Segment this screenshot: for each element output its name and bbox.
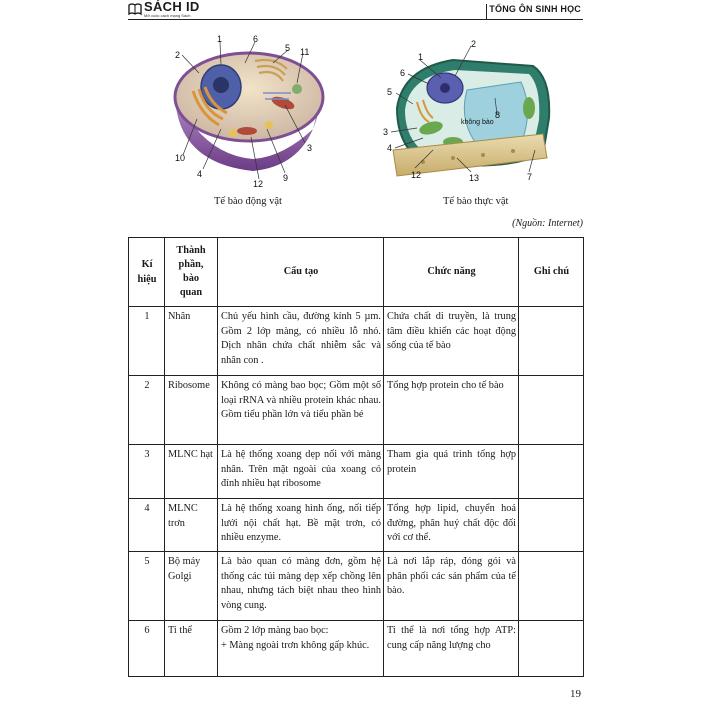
cell-structure: Chủ yếu hình cầu, đường kính 5 µm. Gồm 2 lớp màng, có nhiều lỗ nhỏ. Dịch nhân chứa chất nhiễm sắc và nhân con .: [218, 307, 384, 376]
plant-cell-illustration: [383, 38, 555, 183]
header-part-line: bào: [182, 273, 200, 284]
structure-line: Gồm 2 lớp màng bao bọc:: [221, 625, 329, 636]
plant-label-7: 7: [527, 172, 533, 182]
plant-label-2: 2: [471, 39, 477, 49]
header-rule: [128, 19, 583, 20]
cell-structure: Là hệ thống xoang hình ống, nối tiếp lưới nội chất hạt. Bề mặt trơn, có nhiều enzyme.: [218, 499, 384, 552]
structure-line: + Màng ngoài trơn không gấp khúc.: [221, 639, 370, 651]
cell-name: Nhân: [165, 307, 218, 376]
cell-name: Bộ máy Golgi: [165, 552, 218, 621]
cell-function: Tổng hợp protein cho tế bào: [384, 376, 519, 445]
cell-function: Chứa chất di truyền, là trung tâm điều khiển các hoạt động sống của tế bào: [384, 307, 519, 376]
cell-name: Ribosome: [165, 376, 218, 445]
animal-cell-illustration: [163, 33, 335, 193]
cell-name: MLNC trơn: [165, 499, 218, 552]
vacuole-label: không bào: [461, 119, 494, 126]
animal-label-2: 2: [175, 50, 181, 60]
header-symbol: Kí hiệu: [129, 238, 165, 307]
cell-symbol: 5: [129, 552, 165, 621]
cell-note: [519, 499, 584, 552]
table-row: [129, 499, 584, 552]
cell-name: MLNC hạt: [165, 445, 218, 499]
header-part: [165, 238, 218, 307]
page-header: [128, 0, 583, 22]
animal-label-3: 3: [307, 143, 313, 153]
header-part-line: Thành: [176, 244, 206, 256]
cell-structure: Là bào quan có màng đơn, gồm hệ thống các túi màng dẹp xếp chồng lên nhau, nhưng tách biệt nhau theo hình vòng cung.: [218, 552, 384, 621]
cell-symbol: 2: [129, 376, 165, 445]
cell-symbol: 3: [129, 445, 165, 499]
animal-label-6: 6: [253, 34, 259, 44]
plant-cell-caption: Tế bào thực vật: [443, 196, 509, 207]
header-part-line: phần,: [178, 258, 204, 270]
cell-structure: Không có màng bao bọc; Gồm một số loại rRNA và nhiều protein khác nhau. Gồm tiểu phần lớn và tiểu phần bé: [218, 376, 384, 445]
animal-label-4: 4: [197, 169, 203, 179]
cell-note: [519, 307, 584, 376]
cell-symbol: 1: [129, 307, 165, 376]
cell-function: Là nơi lắp ráp, đóng gói và phân phối các sản phẩm của tế bào.: [384, 552, 519, 621]
header-function: Chức năng: [384, 238, 519, 307]
cell-symbol: 4: [129, 499, 165, 552]
animal-label-10: 10: [175, 153, 186, 163]
header-structure: Cấu tạo: [218, 238, 384, 307]
header-part-line: quan: [179, 287, 203, 299]
table-row: [129, 552, 584, 621]
cell-symbol: 6: [129, 621, 165, 677]
header-title: TỔNG ÔN SINH HỌC: [489, 4, 581, 14]
animal-label-9: 9: [283, 173, 289, 183]
animal-label-12: 12: [253, 179, 264, 189]
brand-tagline: Mở cuộc cách mạng Sách: [144, 13, 191, 18]
table-row: [129, 307, 584, 376]
cell-function: Tham gia quá trình tổng hợp protein: [384, 445, 519, 499]
brand-name: SÁCH ID: [144, 0, 200, 14]
plant-label-5: 5: [387, 87, 393, 97]
cell-structure: [218, 621, 384, 677]
organelle-table: [128, 237, 584, 677]
cell-note: [519, 552, 584, 621]
animal-label-1: 1: [217, 34, 223, 44]
table-header-row: [129, 238, 584, 307]
cell-note: [519, 376, 584, 445]
cell-note: [519, 621, 584, 677]
cell-structure: Là hệ thống xoang dẹp nối với màng nhân. Trên mặt ngoài của xoang có đính nhiều hạt ribosome: [218, 445, 384, 499]
cell-function: Ti thể là nơi tổng hợp ATP: cung cấp năng lượng cho: [384, 621, 519, 677]
cell-note: [519, 445, 584, 499]
header-divider: [486, 4, 487, 19]
cell-function: Tổng hợp lipid, chuyển hoá đường, phân huỷ chất độc đối với cơ thể.: [384, 499, 519, 552]
plant-label-8: 8: [495, 110, 501, 120]
image-source: (Nguồn: Internet): [512, 218, 583, 229]
plant-label-3: 3: [383, 127, 389, 137]
animal-label-11: 11: [300, 47, 310, 57]
plant-label-1: 1: [418, 52, 424, 62]
table-row: [129, 445, 584, 499]
book-icon: [128, 2, 142, 16]
animal-label-5: 5: [285, 43, 291, 53]
table-row: [129, 376, 584, 445]
plant-label-12: 12: [411, 170, 422, 180]
page-number: 19: [570, 688, 581, 700]
header-note: Ghi chú: [519, 238, 584, 307]
plant-label-6: 6: [400, 68, 406, 78]
plant-label-13: 13: [469, 173, 480, 183]
animal-cell-caption: Tế bào động vật: [214, 196, 282, 207]
cell-name: Ti thể: [165, 621, 218, 677]
plant-label-4: 4: [387, 143, 393, 153]
table-row: [129, 621, 584, 677]
